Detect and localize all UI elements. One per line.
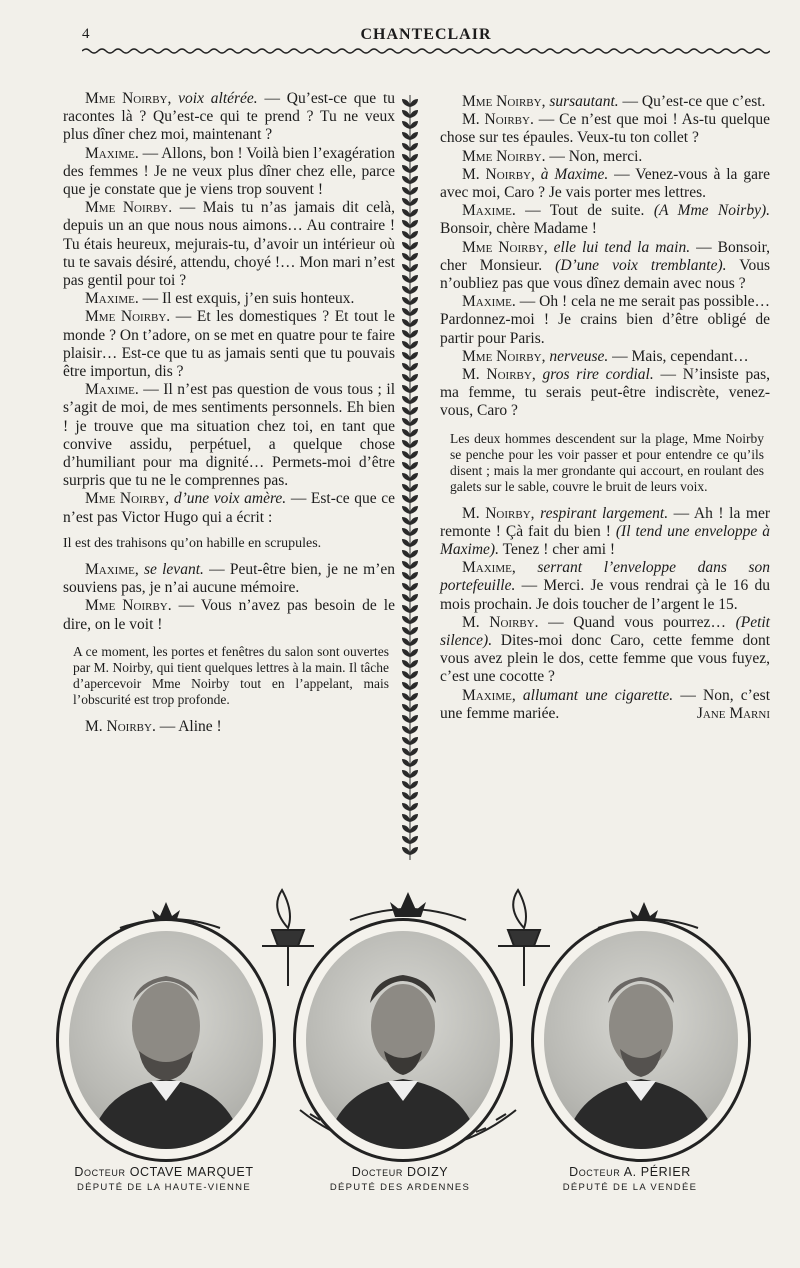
- paragraph: Maxime. — Il est exquis, j’en suis honteux.: [85, 290, 355, 308]
- paragraph: M. Noirby. — Aline !: [85, 717, 222, 735]
- paragraph: Mme Noirby, voix altérée. — Qu’est-ce que tu racontes là ? Qu’est-ce qui te prend ? Tu ne veux plus dîner chez moi, maintenant ?: [63, 90, 396, 144]
- paragraph: Maxime. — Il n’est pas question de vous tous ; il s’agit de moi, de mes sentiments personnels. Eh bien ! je trouve que ma situation chez toi, en tant que convive assidu, perpétuel, a quelque chose d’humiliant pour ma dignité… Permets-moi d’être surpris que tu ne le comprennes pas.: [63, 381, 396, 490]
- vine-ornament: [398, 95, 422, 860]
- journal-title: CHANTECLAIR: [360, 26, 492, 43]
- verse-quote: Il est des trahisons qu’on habille en scrupules.: [63, 535, 322, 551]
- paragraph: Mme Noirby, nerveuse. — Mais, cependant…: [462, 347, 749, 365]
- page-number: 4: [82, 26, 90, 42]
- paragraph: Maxime, se levant. — Peut-être bien, je ne m’en souviens pas, je n’ai aucune mémoire.: [63, 561, 396, 597]
- caption: Docteur OCTAVE MARQUET DÉPUTÉ DE LA HAUTE-VIENNE: [74, 1165, 254, 1193]
- paragraph: Mme Noirby. — Mais tu n’as jamais dit celà, depuis un an que nous nous aimons… Au contraire ! Tu étais heureux, mejurais-tu, d’avoir un intérieur où tu te savais désiré, attendu, choyé !… Mon mari n’est pas gentil pour toi ?: [63, 199, 396, 290]
- paragraph: Maxime. — Oh ! cela ne me serait pas possible… Pardonnez-moi ! Je crains bien d’être obligé de partir pour Paris.: [440, 293, 771, 347]
- paragraph: M. Noirby, gros rire cordial. — N’insiste pas, ma femme, tu serais peut-être indiscrète, venez-vous, Caro ?: [440, 366, 771, 420]
- portrait-medallion: [56, 918, 276, 1162]
- paragraph: Maxime. — Allons, bon ! Voilà bien l’exagération des femmes ! Je ne veux plus dîner chez elle, parce que je constate que je viens trop souvent !: [63, 144, 396, 199]
- paragraph: Maxime, allumant une cigarette. — Non, c’est une femme mariée. Jane Marni: [440, 686, 771, 722]
- paragraph: Mme Noirby, sursautant. — Qu’est-ce que c’est.: [462, 93, 766, 110]
- author-signature: Jane Marni: [696, 704, 770, 722]
- left-column: [63, 90, 395, 736]
- paragraph: Maxime, serrant l’enveloppe dans son portefeuille. — Merci. Je vous rendrai çà le 16 du mois prochain. Je dois toucher de l’argent le 15.: [440, 559, 771, 613]
- stage-direction: Les deux hommes descendent sur la plage, Mme Noirby se penche pour les voir passer et pour entendre ce qu’ils disent ; mais la mer grondante qui accourt, en roulant des galets sur le sable, couvre le bruit de leurs voix.: [450, 430, 764, 494]
- caption: Docteur DOIZY DÉPUTÉ DES ARDENNES: [329, 1165, 471, 1193]
- page-header: [82, 24, 770, 54]
- paragraph: Mme Noirby, elle lui tend la main. — Bonsoir, cher Monsieur. (D’une voix tremblante). Vous n’oubliez pas que vous dînez demain avec nous ?: [440, 238, 771, 293]
- wavy-rule: [82, 46, 770, 56]
- paragraph: M. Noirby, à Maxime. — Venez-vous à la gare avec moi, Caro ? Je vais porter mes lettres.: [440, 165, 771, 202]
- portrait-panel: [50, 870, 765, 1170]
- paragraph: M. Noirby. — Ce n’est que moi ! As-tu quelque chose sur tes épaules. Veux-tu ton collet ?: [440, 111, 771, 147]
- portrait-photo: [544, 931, 738, 1149]
- paragraph: M. Noirby. — Quand vous pourrez… (Petit silence). Dites-moi donc Caro, cette femme dont vous avez plein le dos, cette femme que vous fuyez, c’est une cocotte ?: [440, 613, 771, 686]
- paragraph: Mme Noirby. — Et les domestiques ? Et tout le monde ? On t’adore, on se met en quatre pour te faire plaisir… Est-ce que tu as jamais senti que tu pouvais être importun, dis ?: [63, 308, 395, 381]
- paragraph: M. Noirby, respirant largement. — Ah ! la mer remonte ! Çà fait du bien ! (Il tend une enveloppe à Maxime). Tenez ! cher ami !: [440, 504, 770, 559]
- paragraph: Mme Noirby, d’une voix amère. — Est-ce que ce n’est pas Victor Hugo qui a écrit :: [63, 490, 396, 526]
- portrait-photo: [69, 931, 263, 1149]
- paragraph: Mme Noirby. — Vous n’avez pas besoin de le dire, on le voit !: [63, 597, 395, 633]
- portrait-photo: [306, 931, 500, 1149]
- portrait-captions: [0, 1165, 800, 1205]
- portrait-medallion: [293, 918, 513, 1162]
- portrait-medallion: [531, 918, 751, 1162]
- paragraph: Maxime. — Tout de suite. (A Mme Noirby). Bonsoir, chère Madame !: [440, 202, 771, 238]
- paragraph: Mme Noirby. — Non, merci.: [462, 147, 643, 165]
- caption: Docteur A. PÉRIER DÉPUTÉ DE LA VENDÉE: [562, 1165, 698, 1193]
- right-column: [440, 93, 770, 723]
- stage-direction: A ce moment, les portes et fenêtres du salon sont ouvertes par M. Noirby, qui tient quelques lettres à la main. Il tâche d’apercevoir Mme Noirby tout en l’appelant, mais l’obscurité est trop profonde.: [73, 643, 389, 707]
